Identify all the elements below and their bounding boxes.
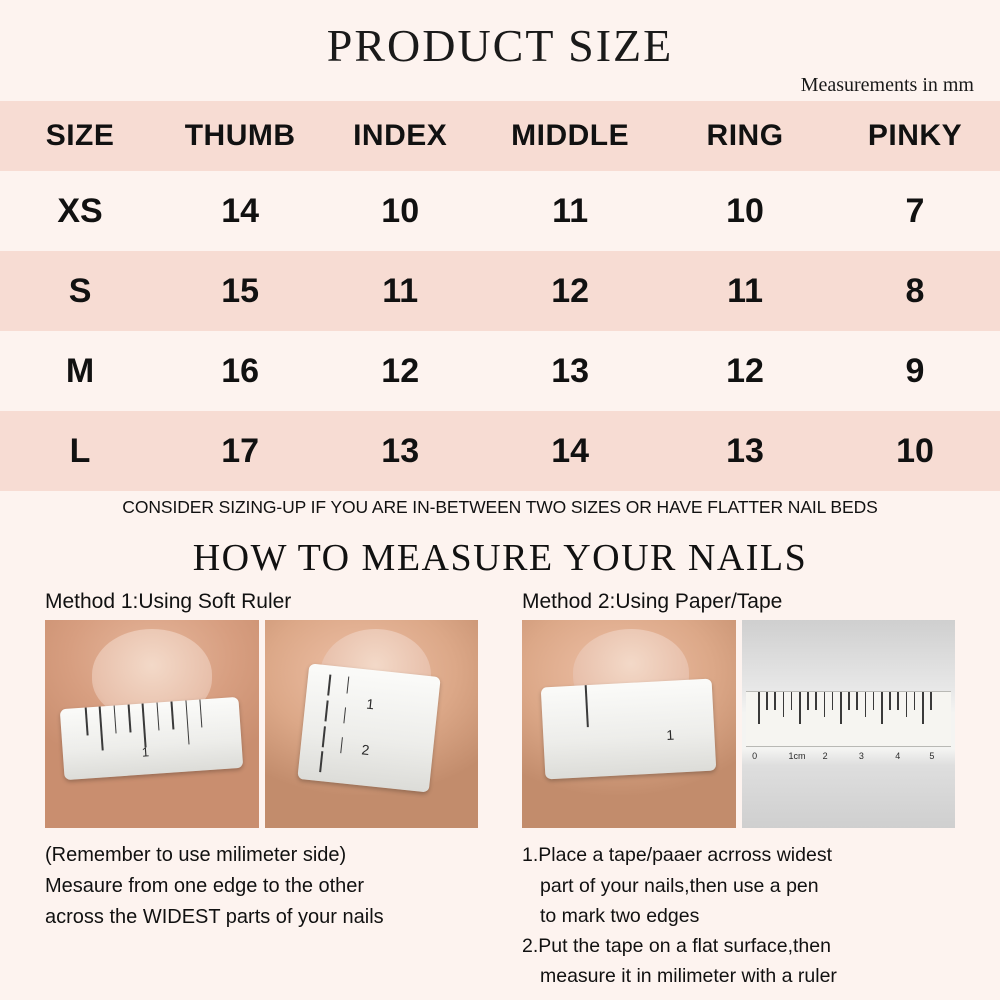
how-to-measure-title: HOW TO MEASURE YOUR NAILS bbox=[192, 537, 808, 580]
cell-thumb: 14 bbox=[221, 191, 260, 230]
ruler-ticks bbox=[60, 697, 244, 780]
table-row bbox=[0, 171, 1000, 251]
column-header-index: INDEX bbox=[353, 119, 448, 153]
table-row bbox=[0, 251, 1000, 331]
method-2-step-line: to mark two edges bbox=[540, 904, 700, 927]
sizing-footnote: CONSIDER SIZING-UP IF YOU ARE IN-BETWEEN TWO SIZES OR HAVE FLATTER NAIL BEDS bbox=[122, 497, 878, 518]
finger-tape-photo bbox=[522, 620, 736, 828]
column-header-ring: RING bbox=[706, 119, 784, 153]
column-header-thumb: THUMB bbox=[184, 119, 296, 153]
cell-middle: 13 bbox=[551, 351, 590, 390]
cell-middle: 12 bbox=[551, 271, 590, 310]
method-1-notes bbox=[45, 840, 478, 933]
ruler-number: 1cm bbox=[788, 751, 806, 762]
method-2-photos bbox=[522, 620, 955, 828]
method-2-step-line: part of your nails,then use a pen bbox=[540, 874, 819, 897]
ruler-mark-1: 1 bbox=[141, 744, 150, 761]
method-1-note-line: across the WIDEST parts of your nails bbox=[45, 906, 384, 929]
table-row bbox=[0, 331, 1000, 411]
method-2-step-line: 1.Place a tape/paaer acrross widest bbox=[522, 844, 833, 867]
cell-size: S bbox=[68, 271, 92, 310]
cell-thumb: 15 bbox=[221, 271, 260, 310]
cell-pinky: 7 bbox=[905, 191, 925, 230]
cell-middle: 14 bbox=[551, 431, 590, 470]
finger-ruler-photo-a bbox=[45, 620, 259, 828]
cell-index: 10 bbox=[381, 191, 420, 230]
method-1-note-line: (Remember to use milimeter side) bbox=[45, 844, 347, 867]
ruler-ticks bbox=[746, 692, 951, 746]
method-2-steps bbox=[522, 840, 955, 991]
method-2-step-line: measure it in milimeter with a ruler bbox=[540, 965, 837, 988]
ruler-number: 0 bbox=[752, 751, 758, 762]
column-header-size: SIZE bbox=[45, 119, 115, 153]
table-header-row bbox=[0, 101, 1000, 171]
method-1 bbox=[45, 590, 478, 991]
ruler-number: 5 bbox=[929, 751, 935, 762]
soft-ruler-strip bbox=[297, 664, 441, 794]
cell-ring: 11 bbox=[727, 271, 764, 310]
paper-tape-strip: 1 bbox=[541, 678, 716, 778]
ruler-number: 4 bbox=[895, 751, 901, 762]
size-chart-table bbox=[0, 101, 1000, 491]
ruler-photo bbox=[742, 620, 956, 828]
column-header-middle: MIDDLE bbox=[511, 119, 630, 153]
method-1-note-line: Mesaure from one edge to the other bbox=[45, 875, 365, 898]
cell-ring: 13 bbox=[726, 431, 764, 470]
cell-thumb: 17 bbox=[221, 431, 260, 470]
ruler-number: 2 bbox=[822, 751, 828, 762]
cell-middle: 11 bbox=[552, 191, 589, 230]
cell-index: 11 bbox=[382, 271, 419, 310]
soft-ruler-strip bbox=[60, 697, 244, 780]
methods-container bbox=[0, 590, 1000, 991]
table-row bbox=[0, 411, 1000, 491]
cell-thumb: 16 bbox=[221, 351, 260, 390]
cell-pinky: 9 bbox=[905, 351, 925, 390]
ruler-mark-2: 2 bbox=[360, 741, 371, 759]
method-2 bbox=[522, 590, 955, 991]
cell-index: 12 bbox=[381, 351, 420, 390]
cell-index: 13 bbox=[381, 431, 420, 470]
cell-pinky: 10 bbox=[896, 431, 934, 470]
cell-size: L bbox=[69, 431, 91, 470]
ruler-mark-1: 1 bbox=[365, 695, 375, 713]
method-2-step-line: 2.Put the tape on a flat surface,then bbox=[522, 934, 831, 957]
cell-pinky: 8 bbox=[905, 271, 925, 310]
method-1-title: Method 1:Using Soft Ruler bbox=[45, 590, 292, 614]
ruler-scale bbox=[746, 691, 951, 747]
cell-size: XS bbox=[57, 191, 103, 230]
page-title: PRODUCT SIZE bbox=[326, 20, 674, 71]
cell-ring: 12 bbox=[726, 351, 764, 390]
finger-ruler-photo-b bbox=[265, 620, 479, 828]
ruler-number: 3 bbox=[858, 751, 864, 762]
measurements-unit-note: Measurements in mm bbox=[800, 74, 974, 97]
column-header-pinky: PINKY bbox=[867, 119, 963, 153]
ruler-ticks bbox=[297, 664, 441, 794]
method-2-title: Method 2:Using Paper/Tape bbox=[522, 590, 783, 614]
method-1-photos bbox=[45, 620, 478, 828]
cell-size: M bbox=[65, 351, 95, 390]
cell-ring: 10 bbox=[726, 191, 764, 230]
